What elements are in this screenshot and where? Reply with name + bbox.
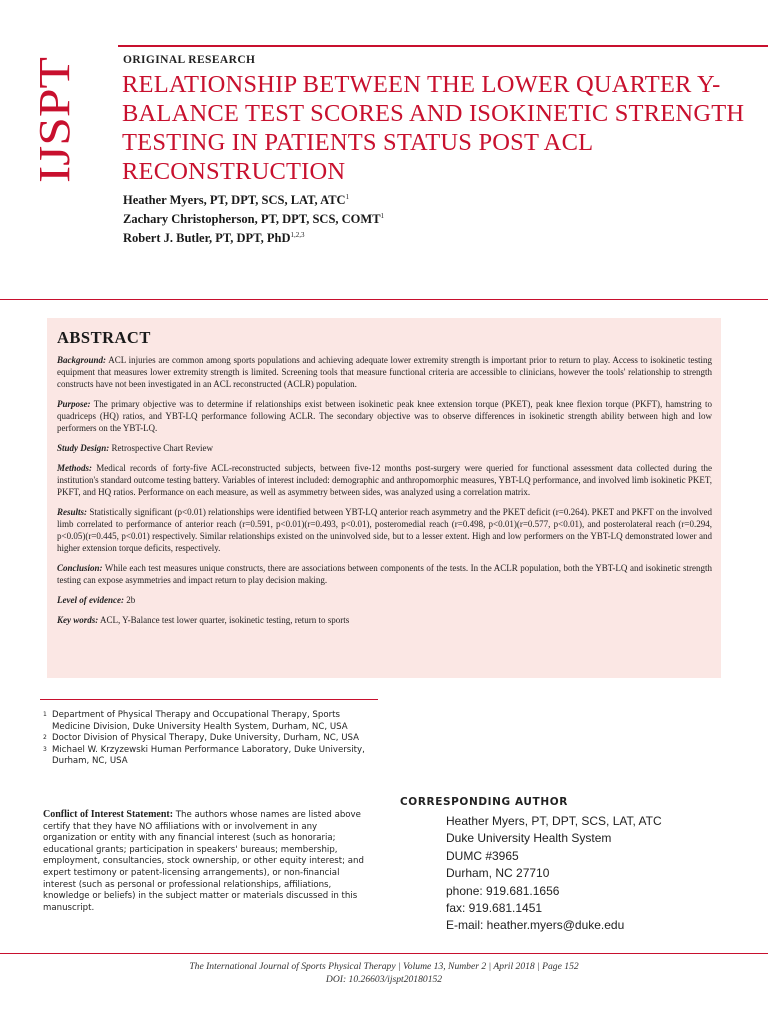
abstract-box xyxy=(47,318,721,678)
author-list xyxy=(123,189,723,246)
abstract-study-design: Study Design: Retrospective Chart Review xyxy=(57,443,213,453)
corresponding-box: DUMC #3965 xyxy=(446,848,519,863)
corresponding-name: Heather Myers, PT, DPT, SCS, LAT, ATC xyxy=(446,814,662,828)
section-label: ORIGINAL RESEARCH xyxy=(123,54,256,66)
corresponding-author-heading: CORRESPONDING AUTHOR xyxy=(400,796,568,808)
abstract-heading: ABSTRACT xyxy=(57,328,151,347)
top-rule xyxy=(118,45,768,47)
author-1: Heather Myers, PT, DPT, SCS, LAT, ATC$^1$ xyxy=(123,193,350,208)
journal-logo-text: IJSPT xyxy=(30,75,79,183)
corresponding-institution: Duke University Health System xyxy=(446,831,612,846)
footer-doi: DOI: 10.26603/ijspt20180152 xyxy=(325,974,443,985)
abstract-conclusion: Conclusion: While each test measures unique constructs, there are associations between components of the tests. In the ACLR population, both the YBT-LQ and isokinetic strength testing can expose asymmetries and impact return to play decision making. xyxy=(57,563,712,585)
affiliation-1: 1 Department of Physical Therapy and Occupational Therapy, Sports Medicine Division, Duke University Health System, Durham, NC, USA xyxy=(43,710,348,732)
affiliation-2: 2 Doctor Division of Physical Therapy, Duke University, Durham, NC, USA xyxy=(43,733,359,744)
divider-rule xyxy=(0,299,768,300)
corresponding-phone: phone: 919.681.1656 xyxy=(446,883,560,898)
abstract-level-of-evidence: Level of evidence: 2b xyxy=(57,595,136,605)
footer-rule xyxy=(0,953,768,954)
footnote-rule xyxy=(40,699,378,700)
abstract-key-words: Key words: ACL, Y-Balance test lower quarter, isokinetic testing, return to sports xyxy=(57,615,350,625)
corresponding-fax: fax: 919.681.1451 xyxy=(446,901,543,916)
affiliation-3: 3 Michael W. Krzyzewski Human Performance Laboratory, Duke University, Durham, NC, USA xyxy=(43,744,365,767)
conflict-of-interest: Conflict of Interest Statement: The authors whose names are listed above certify that they have NO affiliations with or involvement in any organization or entity with any financial interest (such as honoraria; educational grants; participation in speakers' bureaus; membership, employment, consultancies, stock ownership, or other equity interest; and expert testimony or patent-licensing arrangements), or non-financial interest (such as personal or professional relationships, affiliations, knowledge or beliefs) in the subject matter or materials discussed in this manuscript. xyxy=(43,809,364,913)
article-title: RELATIONSHIP BETWEEN THE LOWER QUARTER Y-BALANCE TEST SCORES AND ISOKINETIC STRENGTH TESTING IN PATIENTS STATUS POST ACL RECONSTRUCTION xyxy=(122,71,745,185)
footer-citation: The International Journal of Sports Physical Therapy | Volume 13, Number 2 | April 2018 | Page 152 xyxy=(189,961,579,972)
affiliations xyxy=(43,710,373,768)
journal-logo xyxy=(30,55,79,185)
corresponding-email: E-mail: heather.myers@duke.edu xyxy=(446,918,625,933)
author-2: Zachary Christopherson, PT, DPT, SCS, COMT$^1$ xyxy=(123,212,385,227)
abstract-background: Background: ACL injuries are common among sports populations and achieving adequate lower extremity strength is important prior to return to play. Access to isokinetic testing equipment that measures lower extremity strength is limited. Screening tools that measure functional criteria are accessible to clinicians, however the tools' relationship to strength constructs have not been investigated in an ACL reconstructed (ACLR) population. xyxy=(57,355,712,389)
abstract-results: Results: Statistically significant (p<0.01) relationships were identified between YBT-LQ anterior reach asymmetry and the PKET deficit (r=0.264). PKET and PKFT on the involved limb correlated to performance of anterior reach (r=0.591, p<0.01)(r=0.493, p<0.01), posteromedial reach (r=0.498, p<0.01)(r=0.577, p<0.01), and posterolateral reach (r=0.294, p<0.05)(r=0.445, p<0.01) respectively. Similar relationships existed on the uninvolved side, but to a lesser extent. High and low performers on the YBT-LQ demonstrated lower and higher extension torque deficits, respectively. xyxy=(57,507,712,553)
abstract-methods: Methods: Medical records of forty-five ACL-reconstructed subjects, between five-12 months post-surgery were queried for functional assessment data collected during the institution's standard outcome testing battery. Variables of interest included: demographic and anthropomorphic measures, YBT-LQ performance, and involved limb isokinetic PKET, PKFT, and HQ ratios. Performance on each measure, as well as asymmetry between sides, was analyzed using a correlation matrix. xyxy=(57,463,713,497)
author-3: Robert J. Butler, PT, DPT, PhD$^{1,2,3}$ xyxy=(123,231,305,246)
corresponding-author-details xyxy=(446,813,746,935)
page-footer xyxy=(0,960,768,986)
corresponding-city: Durham, NC 27710 xyxy=(446,866,550,881)
abstract-purpose: Purpose: The primary objective was to determine if relationships exist between isokinetic peak knee extension torque (PKET), peak knee flexion torque (PKFT), hamstring to quadriceps (HQ) ratios, and YBT-LQ performance following ACLR. The secondary objective was to observe differences in isokinetic strength ability between high and low performers on the YBT-LQ. xyxy=(57,399,712,433)
